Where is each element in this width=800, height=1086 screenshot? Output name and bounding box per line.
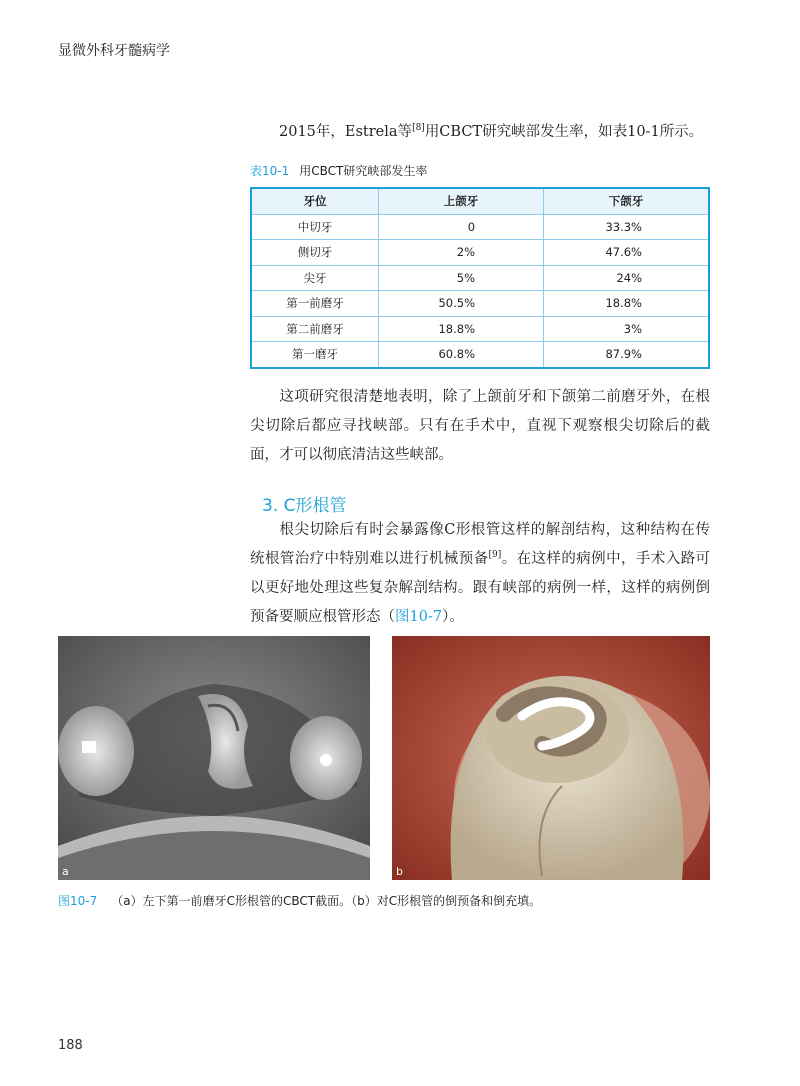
mandibular-cell: 24% — [544, 265, 709, 291]
table-row — [251, 342, 709, 368]
maxillary-cell: 5% — [379, 265, 544, 291]
body-paragraph-3 — [250, 516, 710, 632]
maxillary-cell: 60.8% — [379, 342, 544, 368]
table-row — [251, 291, 709, 317]
mandibular-cell: 87.9% — [544, 342, 709, 368]
tooth-cell: 侧切牙 — [251, 240, 379, 266]
table-number: 表10-1 — [250, 164, 290, 178]
intro-text-a: 2015年，Estrela等 — [279, 124, 413, 140]
table-row — [251, 240, 709, 266]
maxillary-cell: 50.5% — [379, 291, 544, 317]
tooth-cell: 尖牙 — [251, 265, 379, 291]
table-header-row — [251, 188, 709, 214]
figure-b-surgical-photo — [392, 636, 710, 880]
tooth-cell: 第二前磨牙 — [251, 316, 379, 342]
figure-number: 图10-7 — [58, 894, 98, 908]
table-caption — [250, 162, 427, 179]
figure-caption — [58, 892, 718, 909]
figure-ref-link[interactable]: 图10-7 — [395, 609, 443, 625]
table-row — [251, 316, 709, 342]
table-row — [251, 265, 709, 291]
paragraph-2-text: 这项研究很清楚地表明，除了上颌前牙和下颌第二前磨牙外，在根尖切除后都应寻找峡部。只有在手术中，直视下观察根尖切除后的截面，才可以彻底清洁这些峡部。 — [250, 389, 710, 463]
mandibular-cell: 47.6% — [544, 240, 709, 266]
maxillary-cell: 18.8% — [379, 316, 544, 342]
intro-text-b: 用CBCT研究峡部发生率，如表10-1所示。 — [424, 124, 704, 140]
figure-a-label: a — [62, 865, 69, 878]
body-paragraph-2 — [250, 383, 710, 470]
citation-ref[interactable]: [8] — [412, 123, 425, 134]
paragraph-3-text-b: 。在这样的病例中，手术入路可以更好地处理这些复杂解剖结构。跟有峡部的病例一样，这样的病例倒预备要顺应根管形态（ — [250, 551, 711, 625]
page-number: 188 — [58, 1038, 83, 1053]
header-mandibular: 下颌牙 — [544, 188, 709, 214]
tooth-cell: 中切牙 — [251, 214, 379, 240]
header-tooth: 牙位 — [251, 188, 379, 214]
mandibular-cell: 18.8% — [544, 291, 709, 317]
table-row — [251, 214, 709, 240]
citation-ref[interactable]: [9] — [488, 550, 502, 561]
table-title: 用CBCT研究峡部发生率 — [299, 164, 428, 178]
maxillary-cell: 0 — [379, 214, 544, 240]
figure-b-label: b — [396, 865, 403, 878]
mandibular-cell: 33.3% — [544, 214, 709, 240]
isthmus-table — [250, 187, 710, 369]
mandibular-cell: 3% — [544, 316, 709, 342]
tooth-cell: 第一磨牙 — [251, 342, 379, 368]
tooth-cell: 第一前磨牙 — [251, 291, 379, 317]
paragraph-3-text-a: 根尖切除后有时会暴露像C形根管这样的解剖结构，这种结构在传统根管治疗中特别难以进行机械预备 — [250, 522, 710, 567]
running-header: 显微外科牙髓病学 — [58, 43, 170, 59]
header-maxillary: 上颌牙 — [379, 188, 544, 214]
intro-paragraph — [250, 118, 710, 147]
maxillary-cell: 2% — [379, 240, 544, 266]
figure-a-cbct-image — [58, 636, 370, 880]
figure-caption-text: （a）左下第一前磨牙C形根管的CBCT截面。（b）对C形根管的倒预备和倒充填。 — [111, 894, 542, 908]
paragraph-3-text-c: ）。 — [442, 609, 464, 625]
section-heading: 3. C形根管 — [262, 496, 347, 516]
